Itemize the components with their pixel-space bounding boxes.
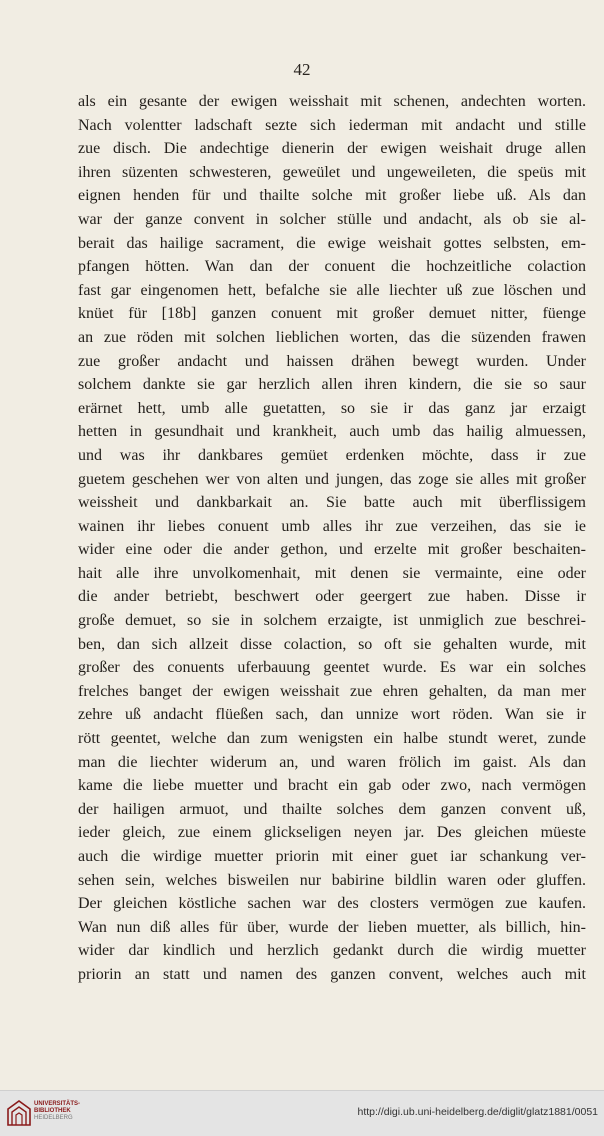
text-line: knüet für [18b] ganzen conuent mit großer demuet nitter, füenge — [78, 305, 586, 323]
text-line: zehre uß andacht flüeßen sach, dan unnize wort röden. Wan sie ir — [78, 706, 586, 724]
text-line: solchem dankte sie gar herzlich allen ihren kindern, die sie so saur — [78, 376, 586, 394]
text-line: rött geentet, welche dan zum wenigsten ein halbe stundt weret, zunde — [78, 730, 586, 748]
text-line: wider dar kindlich und herzlich gedankt durch die wirdig muetter — [78, 942, 586, 960]
text-line: großer des conuents uferbauung geentet wurde. Es war ein solches — [78, 659, 586, 677]
library-name-line: UNIVERSITÄTS- — [34, 1101, 81, 1107]
footer-bar — [0, 1090, 604, 1136]
text-line: guetem geschehen wer von alten und jungen, das zoge sie alles mit großer — [78, 470, 586, 488]
source-url-link[interactable]: http://digi.ub.uni-heidelberg.de/diglit/glatz1881/0051 — [357, 1106, 598, 1118]
text-line: priorin an statt und namen des ganzen convent, welches auch mit — [78, 965, 586, 983]
body-text — [78, 90, 586, 987]
library-name — [34, 1101, 80, 1122]
text-line: sehen sein, welches bisweilen nur babirine bildlin waren oder gluffen. — [78, 871, 586, 889]
text-line: ben, dan sich allzeit disse colaction, so oft sie gehalten wurde, mit — [78, 635, 586, 653]
text-line: wider eine oder die ander gethon, und erzelte mit großer beschaiten- — [78, 541, 586, 559]
text-line: erärnet hett, umb alle guetatten, so sie ir das ganz jar erzaigt — [78, 399, 586, 417]
text-line: wainen ihr liebes conuent umb alles ihr zue verzeihen, das sie ie — [78, 517, 586, 535]
text-line: eignen henden für und thailte solche mit großer liebe uß. Als dan — [78, 187, 586, 205]
text-line: an zue röden mit solchen lieblichen worten, das die süzenden frawen — [78, 328, 586, 346]
text-line: war der ganze convent in solcher stülle und andacht, als ob sie al- — [78, 210, 586, 228]
text-line: zue großer andacht und haissen drähen bewegt wurden. Under — [78, 352, 586, 370]
text-line: berait das hailige sacrament, die ewige weishait gottes selbsten, em- — [78, 234, 586, 252]
text-line: weissheit und dankbarkait an. Sie batte auch mit überflissigem — [78, 494, 586, 512]
text-line: hait alle ihre unvolkomenhait, mit denen sie vermainte, eine oder — [78, 564, 586, 582]
text-line: zue disch. Die andechtige dienerin der ewigen weishait druge allen — [78, 140, 586, 158]
text-line: große demuet, so sie in solchem erzaigte, ist unmiglich zue beschrei- — [78, 612, 586, 630]
library-name-line: BIBLIOTHEK — [34, 1108, 71, 1114]
text-line: Nach volentter ladschaft sezte sich iederman mit andacht und stille — [78, 116, 586, 134]
text-line: als ein gesante der ewigen weisshait mit schenen, andechten worten. — [78, 93, 586, 110]
text-line: Wan nun diß alles für über, wurde der lieben muetter, als billich, hin- — [78, 918, 586, 936]
text-line: hetten in gesundhait und krankheit, auch umb das hailig almuessen, — [78, 423, 586, 441]
text-line: ieder gleich, zue einem glickseligen neyen jar. Des gleichen müeste — [78, 824, 586, 842]
text-line: die ander betriebt, beschwert oder geergert zue haben. Disse ir — [78, 588, 586, 606]
text-line: man die liechter widerum an, und waren frölich im gaist. Als dan — [78, 753, 586, 771]
text-line: kame die liebe muetter und bracht ein gab oder zwo, nach vermögen — [78, 777, 586, 795]
text-line: der hailigen armuot, und thailte solches dem ganzen convent uß, — [78, 800, 586, 818]
page-number: 42 — [293, 60, 311, 79]
library-name-line: HEIDELBERG — [34, 1115, 73, 1121]
text-line: auch die wirdige muetter priorin mit einer guet iar schankung ver- — [78, 848, 586, 865]
text-line: Der gleichen köstliche sachen war des closters vermögen zue kaufen. — [78, 895, 586, 913]
text-line: und was ihr dankbares gemüet erdenken möchte, dass ir zue — [78, 446, 586, 464]
text-line: frelches banget der ewigen weisshait zue ehren gehalten, da man mer — [78, 682, 586, 700]
text-line: ihren süzenten schwesteren, geweület und ungeweileten, die speüs mit — [78, 163, 586, 181]
university-library-logo-icon — [6, 1099, 32, 1127]
text-line: fast gar eingenomen hett, befalche sie alle liechter uß zue löschen und — [78, 281, 586, 299]
text-line: pfangen hötten. Wan dan der conuent die hochzeitliche colaction — [78, 258, 586, 276]
